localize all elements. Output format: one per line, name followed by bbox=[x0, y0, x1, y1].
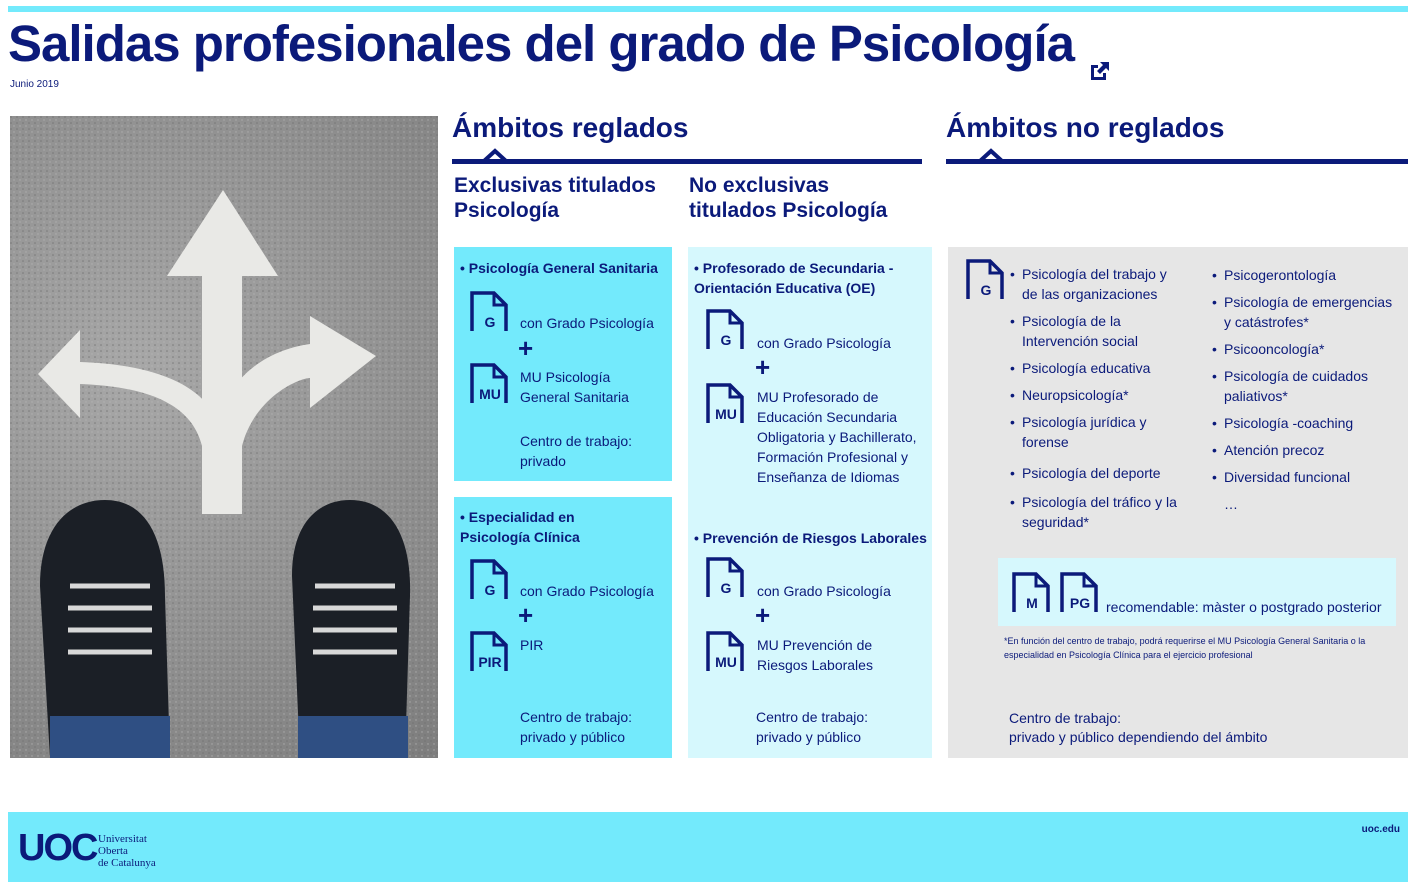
website-link[interactable]: uoc.edu bbox=[1361, 824, 1400, 835]
column-heading-exclusivas: Exclusivas titulados Psicología bbox=[454, 174, 656, 222]
degree-document-icon: G bbox=[706, 309, 746, 351]
list-item: • Psicología de emergencias y catástrofes* bbox=[1212, 292, 1402, 332]
recommendation-text: recomendable: màster o postgrado posterior bbox=[1106, 599, 1382, 615]
section-heading-reglados: Ámbitos reglados bbox=[452, 112, 689, 143]
card-title-riesgos: • Prevención de Riesgos Laborales bbox=[694, 530, 927, 546]
card-title-secundaria: • Profesorado de Secundaria - Orientación Educativa (OE) bbox=[694, 260, 894, 296]
list-item: • Psicología del deporte bbox=[1010, 463, 1180, 483]
master-document-icon: M bbox=[1012, 572, 1052, 614]
workplace-info: Centro de trabajo: privado y público bbox=[756, 709, 869, 745]
specialty-list-left bbox=[1010, 264, 1180, 539]
workplace-label: Centro de trabajo: bbox=[1009, 710, 1122, 726]
workplace-value: privado y público dependiendo del ámbito bbox=[1009, 729, 1268, 745]
list-item: • Psicología del tráfico y la seguridad* bbox=[1010, 492, 1180, 532]
degree-document-icon: G bbox=[470, 559, 510, 601]
degree-document-icon: G bbox=[470, 291, 510, 333]
footer-bar bbox=[8, 812, 1408, 882]
card-psicologia-general-sanitaria bbox=[454, 247, 672, 481]
degree-document-icon: G bbox=[706, 557, 746, 599]
card-title: • Psicología General Sanitaria bbox=[460, 260, 658, 276]
requirement-master: MU Profesorado de Educación Secundaria Obligatoria y Bachillerato, Formación Profesional y Enseñanza de Idiomas bbox=[757, 389, 917, 485]
column-heading-no-exclusivas: No exclusivas titulados Psicología bbox=[689, 174, 888, 222]
workplace-info: Centro de trabajo: privado bbox=[520, 433, 633, 469]
card-title: • Especialidad en Psicología Clínica bbox=[460, 509, 580, 545]
postgraduate-document-icon: PG bbox=[1060, 572, 1100, 614]
list-item: • Psicología educativa bbox=[1010, 358, 1180, 378]
card-psicologia-clinica bbox=[454, 497, 672, 758]
list-item: • Psicología de cuidados paliativos* bbox=[1212, 366, 1402, 406]
recommendation-box bbox=[998, 558, 1396, 626]
requirement-degree: con Grado Psicología bbox=[520, 315, 654, 331]
university-name: Universitat Oberta de Catalunya bbox=[98, 833, 156, 869]
svg-text:UOC: UOC bbox=[18, 827, 97, 869]
list-item: • Psicogerontología bbox=[1212, 265, 1402, 285]
list-item: • Psicología del trabajo y de las organizaciones bbox=[1010, 264, 1180, 304]
list-item: • Neuropsicología* bbox=[1010, 385, 1180, 405]
section-divider-no-reglados bbox=[946, 159, 1408, 164]
plus-sign: + bbox=[518, 333, 534, 363]
workplace-info: Centro de trabajo: privado y público bbox=[520, 709, 633, 745]
master-document-icon: MU bbox=[706, 631, 746, 673]
publication-date: Junio 2019 bbox=[10, 79, 59, 90]
list-item: • Psicooncología* bbox=[1212, 339, 1402, 359]
caret-up-icon bbox=[978, 148, 1004, 162]
list-item: • Diversidad funcional bbox=[1212, 467, 1402, 487]
list-item-ellipsis: … bbox=[1224, 496, 1238, 512]
card-no-exclusivas bbox=[688, 247, 932, 758]
master-document-icon: MU bbox=[706, 383, 746, 425]
requirement-degree: con Grado Psicología bbox=[520, 583, 654, 599]
list-item: • Psicología -coaching bbox=[1212, 413, 1402, 433]
caret-up-icon bbox=[482, 148, 508, 162]
page-title bbox=[8, 14, 1112, 73]
footnote: *En función del centro de trabajo, podrá requerirse el MU Psicología General Sanitaria o la especialidad en Psicología Clínica para el ejercicio profesional bbox=[1004, 636, 1366, 660]
list-item: • Psicología de la Intervención social bbox=[1010, 311, 1180, 351]
requirement-degree: con Grado Psicología bbox=[757, 583, 891, 599]
pir-document-icon: PIR bbox=[470, 631, 510, 673]
requirement-master: MU Prevención de Riesgos Laborales bbox=[757, 637, 873, 673]
specialty-list-right bbox=[1212, 265, 1402, 521]
top-accent-bar bbox=[8, 6, 1408, 12]
plus-sign: + bbox=[755, 600, 771, 630]
list-item: • Psicología jurídica y forense bbox=[1010, 412, 1180, 452]
section-heading-no-reglados: Ámbitos no reglados bbox=[946, 112, 1225, 143]
requirement-pir: PIR bbox=[520, 637, 544, 653]
degree-document-icon: G bbox=[966, 259, 1006, 301]
external-link-icon[interactable] bbox=[1088, 36, 1112, 60]
uoc-logo[interactable] bbox=[18, 820, 156, 874]
requirement-master: MU Psicología General Sanitaria bbox=[520, 369, 629, 405]
plus-sign: + bbox=[755, 352, 771, 382]
master-document-icon: MU bbox=[470, 363, 510, 405]
page-title-text: Salidas profesionales del grado de Psicología bbox=[8, 15, 1074, 72]
list-item: • Atención precoz bbox=[1212, 440, 1402, 460]
requirement-degree: con Grado Psicología bbox=[757, 335, 891, 351]
crossroads-photo bbox=[10, 116, 438, 758]
section-divider-reglados bbox=[452, 159, 922, 164]
plus-sign: + bbox=[518, 600, 534, 630]
